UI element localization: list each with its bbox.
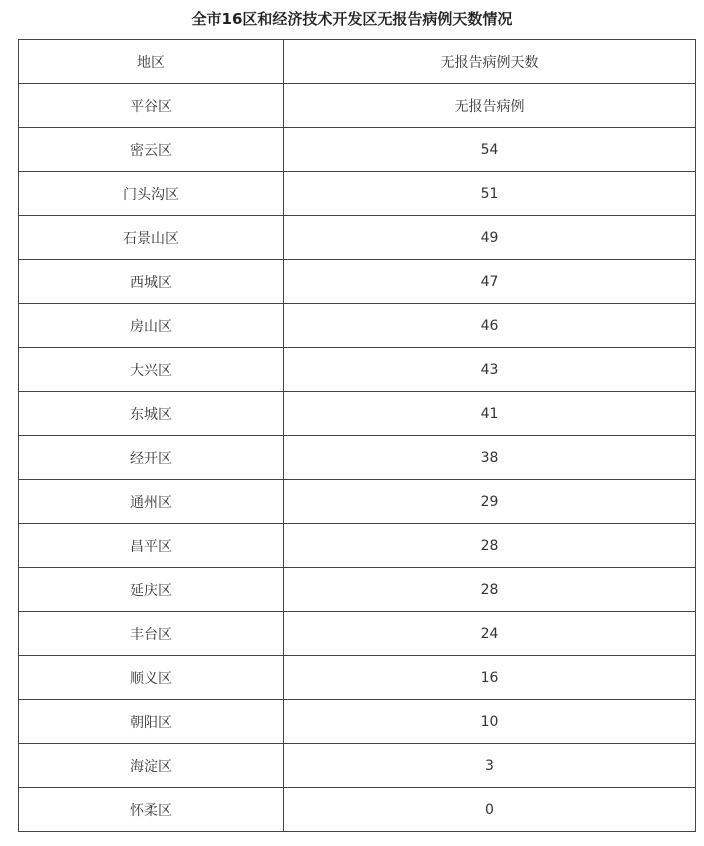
days-cell: 10 [284,700,696,744]
district-cell: 房山区 [19,304,284,348]
district-cell: 大兴区 [19,348,284,392]
district-cell: 朝阳区 [19,700,284,744]
district-cell: 平谷区 [19,84,284,128]
district-cell: 密云区 [19,128,284,172]
days-cell: 51 [284,172,696,216]
district-cell: 昌平区 [19,524,284,568]
days-cell: 47 [284,260,696,304]
district-cell: 石景山区 [19,216,284,260]
table-row [19,524,696,568]
table-row [19,260,696,304]
days-cell: 28 [284,568,696,612]
table-row [19,744,696,788]
district-cell: 海淀区 [19,744,284,788]
table-row [19,348,696,392]
days-cell: 43 [284,348,696,392]
district-cell: 门头沟区 [19,172,284,216]
days-cell: 16 [284,656,696,700]
days-cell: 49 [284,216,696,260]
days-cell: 38 [284,436,696,480]
district-cell: 丰台区 [19,612,284,656]
header-district: 地区 [19,40,284,84]
table-row [19,480,696,524]
table-row [19,612,696,656]
days-cell: 28 [284,524,696,568]
days-cell: 24 [284,612,696,656]
district-cell: 经开区 [19,436,284,480]
table-row [19,392,696,436]
days-cell: 46 [284,304,696,348]
days-without-cases-table [18,39,696,832]
days-cell: 3 [284,744,696,788]
district-cell: 延庆区 [19,568,284,612]
table-row [19,216,696,260]
page-title: 全市16区和经济技术开发区无报告病例天数情况 [191,10,513,28]
district-cell: 顺义区 [19,656,284,700]
header-days: 无报告病例天数 [284,40,696,84]
table-row [19,128,696,172]
table-row [19,304,696,348]
days-cell: 29 [284,480,696,524]
table-row [19,172,696,216]
district-cell: 通州区 [19,480,284,524]
district-cell: 西城区 [19,260,284,304]
district-cell: 东城区 [19,392,284,436]
days-cell: 无报告病例 [284,84,696,128]
table-row [19,568,696,612]
district-cell: 怀柔区 [19,788,284,832]
table-row [19,436,696,480]
days-cell: 0 [284,788,696,832]
table-row [19,84,696,128]
days-cell: 54 [284,128,696,172]
days-cell: 41 [284,392,696,436]
table-row [19,656,696,700]
table-row [19,700,696,744]
table-row [19,788,696,832]
table-header-row [19,40,696,84]
